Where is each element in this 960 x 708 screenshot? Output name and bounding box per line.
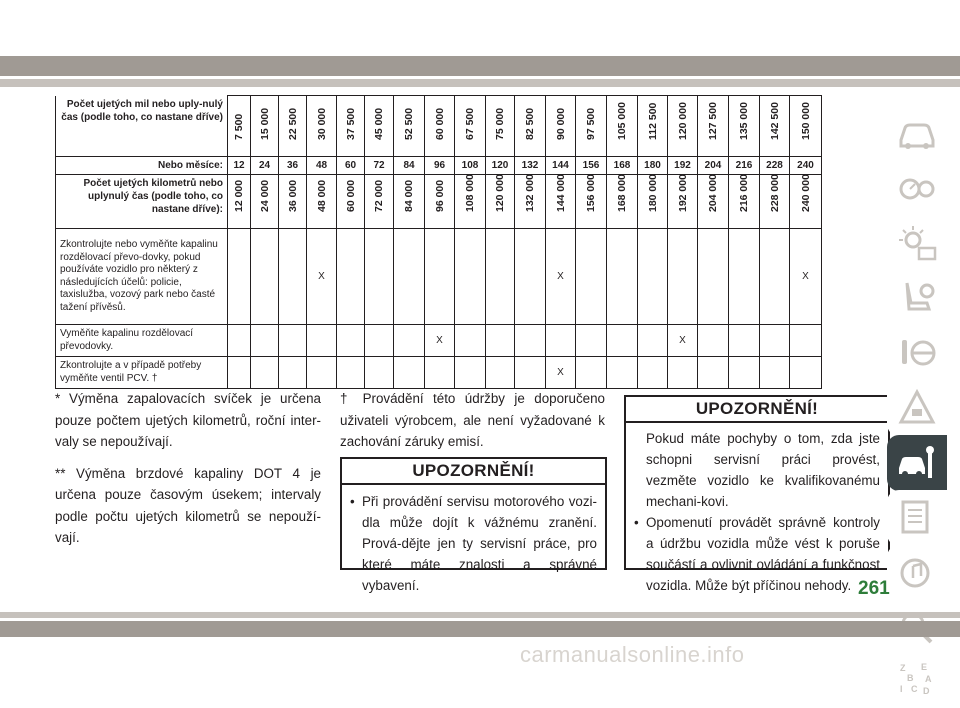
miles-value: 135 000 [738,102,750,140]
task-mark: X [307,229,337,325]
km-value: 156 000 [585,174,597,212]
km-value: 144 000 [554,174,567,212]
months-value: 36 [279,157,307,175]
km-value: 168 000 [616,174,628,212]
miles-cell [251,96,279,157]
svg-text:E: E [921,662,928,672]
task-mark [698,325,729,357]
months-value: 168 [607,157,638,175]
months-value: 108 [455,157,486,175]
months-value: 192 [668,157,698,175]
miles-value: 127 500 [707,102,719,140]
miles-cell [337,96,365,157]
task-mark [576,229,607,325]
miles-cell [455,96,486,157]
km-cell [455,175,486,229]
task-mark [307,325,337,357]
task-mark [228,229,251,325]
km-cell [576,175,607,229]
miles-cell [394,96,425,157]
miles-value: 142 500 [768,102,781,140]
months-value: 216 [729,157,760,175]
miles-cell [668,96,698,157]
task-mark [455,229,486,325]
task-mark [790,325,822,357]
task-mark [337,357,365,389]
warning-box-1 [340,457,607,593]
km-value: 132 000 [524,174,536,212]
km-value: 24 000 [258,179,271,212]
task-mark: X [790,229,822,325]
months-value: 84 [394,157,425,175]
header-band [0,56,960,76]
km-cell [698,175,729,229]
footer-stripe [0,612,960,618]
header-stripe [0,79,960,87]
task-mark: X [425,325,455,357]
task-mark [228,325,251,357]
miles-value: 120 000 [676,102,689,140]
miles-value: 82 500 [524,107,536,140]
task-mark [790,357,822,389]
miles-value: 112 500 [646,102,659,140]
km-cell [425,175,455,229]
miles-cell [790,96,822,157]
km-cell [729,175,760,229]
task-mark [365,357,394,389]
months-value: 204 [698,157,729,175]
km-cell [365,175,394,229]
km-value: 12 000 [233,179,245,212]
task-mark [729,325,760,357]
miles-cell [698,96,729,157]
task-mark [279,229,307,325]
km-cell [790,175,822,229]
task-mark: X [668,325,698,357]
months-value: 48 [307,157,337,175]
months-value: 240 [790,157,822,175]
miles-cell [729,96,760,157]
task-mark [729,229,760,325]
task-mark [425,357,455,389]
months-value: 228 [760,157,790,175]
task-mark [486,325,515,357]
km-cell [638,175,668,229]
km-value: 216 000 [738,174,750,212]
km-value: 204 000 [707,174,719,212]
task-mark [307,357,337,389]
task-label: Vyměňte kapalinu rozdělovací převodovky. [56,325,228,357]
task-mark [394,229,425,325]
km-cell [228,175,251,229]
multimedia-icon[interactable] [887,545,947,601]
miles-value: 90 000 [554,107,567,140]
miles-cell [515,96,546,157]
months-value: 180 [638,157,668,175]
months-value: 12 [228,157,251,175]
km-cell [337,175,365,229]
miles-cell [228,96,251,157]
task-mark [607,325,638,357]
months-value: 24 [251,157,279,175]
miles-value: 97 500 [585,107,597,140]
task-mark [337,229,365,325]
footnote-brake-fluid: ** Výměna brzdové kapaliny DOT 4 je určena pouze časovým úsekem; intervaly podle počtu ujetých kilometrů se nepouží-vají. [55,465,321,545]
miles-cell [576,96,607,157]
km-value: 228 000 [768,174,781,212]
car-info-icon[interactable] [887,105,947,161]
warning-item: • Při provádění servisu motorového vozi-dla může dojít k vážnému zranění. Prová-dějte jen ty servisní práce, pro které máte znalosti a správné vybavení. [362,491,597,596]
km-cell [394,175,425,229]
km-cell [486,175,515,229]
warning-paragraph: Pokud máte pochyby o tom, zda jste schopni servisní práci provést, vezměte vozidlo ke kvalifikovanému mechani-kovi. [646,431,880,509]
miles-value: 67 500 [464,107,476,140]
svg-text:Z: Z [900,663,906,673]
task-label: Zkontrolujte a v případě potřeby vyměňte ventil PCV. † [56,357,228,389]
months-value: 96 [425,157,455,175]
task-mark [515,325,546,357]
task-mark [546,325,576,357]
row-header: Počet ujetých kilometrů nebo uplynulý čas (podle toho, co nastane dříve): [56,175,228,229]
km-value: 96 000 [433,179,446,212]
km-cell [760,175,790,229]
row-header: Nebo měsíce: [56,157,228,175]
months-value: 72 [365,157,394,175]
warning-lights-icon[interactable] [887,215,947,271]
task-mark [668,229,698,325]
km-value: 60 000 [344,179,357,212]
task-mark [668,357,698,389]
miles-value: 7 500 [233,113,245,140]
months-value: 144 [546,157,576,175]
task-mark [576,357,607,389]
row-header: Počet ujetých mil nebo uply-nulý čas (podle toho, co nastane dříve) [56,96,228,157]
task-mark [760,325,790,357]
km-cell [251,175,279,229]
page-number: 261 [858,578,890,599]
miles-value: 75 000 [494,107,506,140]
km-value: 192 000 [676,174,689,212]
task-mark [515,357,546,389]
task-mark [337,325,365,357]
km-cell [668,175,698,229]
km-value: 120 000 [494,174,506,212]
svg-text:D: D [923,686,930,696]
task-mark [394,325,425,357]
task-mark [698,229,729,325]
km-value: 36 000 [286,179,299,212]
miles-value: 60 000 [433,107,446,140]
miles-cell [279,96,307,157]
task-mark [279,325,307,357]
task-mark [228,357,251,389]
task-mark [486,229,515,325]
task-mark [638,229,668,325]
miles-cell [638,96,668,157]
footer-band [0,621,960,637]
specifications-list-icon[interactable] [887,490,947,546]
steering-wheel-icon[interactable] [887,325,947,381]
task-mark [486,357,515,389]
km-value: 84 000 [403,179,415,212]
svg-text:A: A [925,674,932,684]
task-mark [760,229,790,325]
task-label: Zkontrolujte nebo vyměňte kapalinu rozdělovací převo-dovky, pokud používáte vozidlo pro některý z následujících účelů: policie, taxislužba, vozový park nebo časté tažení přívěsů. [56,229,228,325]
km-cell [307,175,337,229]
svg-text:I: I [900,684,903,694]
watermark-text: carmanualsonline.info [520,642,745,667]
miles-value: 105 000 [616,102,628,140]
km-cell [546,175,576,229]
maintenance-car-wrench-icon[interactable] [887,435,947,491]
task-mark [251,357,279,389]
km-cell [279,175,307,229]
task-mark: X [546,357,576,389]
task-mark: X [546,229,576,325]
task-mark [515,229,546,325]
task-mark [729,357,760,389]
miles-cell [425,96,455,157]
task-mark [251,229,279,325]
task-mark [425,229,455,325]
task-mark [365,229,394,325]
task-mark [607,229,638,325]
km-value: 180 000 [646,174,659,212]
footnote-spark-plugs: * Výměna zapalovacích svíček je určena pouze počtem ujetých kilometrů, roční inter-valy se nepoužívají. [55,391,321,449]
task-mark [607,357,638,389]
months-value: 156 [576,157,607,175]
miles-value: 37 500 [344,107,357,140]
km-cell [607,175,638,229]
task-mark [455,325,486,357]
task-mark [251,325,279,357]
miles-value: 22 500 [286,107,299,140]
task-mark [638,357,668,389]
dashboard-gauges-icon[interactable] [887,160,947,216]
svg-text:C: C [911,684,918,694]
months-value: 60 [337,157,365,175]
task-mark [760,357,790,389]
task-mark [455,357,486,389]
miles-cell [607,96,638,157]
km-cell [515,175,546,229]
task-mark [279,357,307,389]
miles-value: 52 500 [403,107,415,140]
miles-value: 150 000 [799,102,812,140]
miles-value: 30 000 [315,107,328,140]
maintenance-schedule-table [55,95,822,389]
miles-cell [486,96,515,157]
miles-cell [546,96,576,157]
footnotes-column [55,388,321,549]
miles-cell [365,96,394,157]
roadside-emergency-icon[interactable] [887,380,947,436]
task-mark [576,325,607,357]
footnote-pcv: † Provádění této údržby je doporučeno uživateli výrobcem, ale není vyžadované k zachování záruky emisí. [340,391,605,449]
task-mark [638,325,668,357]
miles-value: 45 000 [373,107,385,140]
km-value: 48 000 [315,179,328,212]
months-value: 132 [515,157,546,175]
months-value: 120 [486,157,515,175]
warning-title: UPOZORNĚNÍ! [626,397,888,423]
miles-cell [760,96,790,157]
km-value: 108 000 [464,174,476,212]
alphabet-index-icon[interactable] [887,652,947,708]
miles-value: 15 000 [258,107,271,140]
task-mark [365,325,394,357]
svg-text:B: B [907,673,914,683]
task-mark [394,357,425,389]
seat-safety-icon[interactable] [887,270,947,326]
miles-cell [307,96,337,157]
task-mark [698,357,729,389]
km-value: 72 000 [373,179,385,212]
km-value: 240 000 [799,174,812,212]
warning-title: UPOZORNĚNÍ! [342,459,605,485]
warning-item: • Opomenutí provádět správně kontroly a údržbu vozidla může vést k poruše součástí a ovlivnit ovládání a funkčnost vozidla. Může být příčinou nehody. [646,512,880,596]
